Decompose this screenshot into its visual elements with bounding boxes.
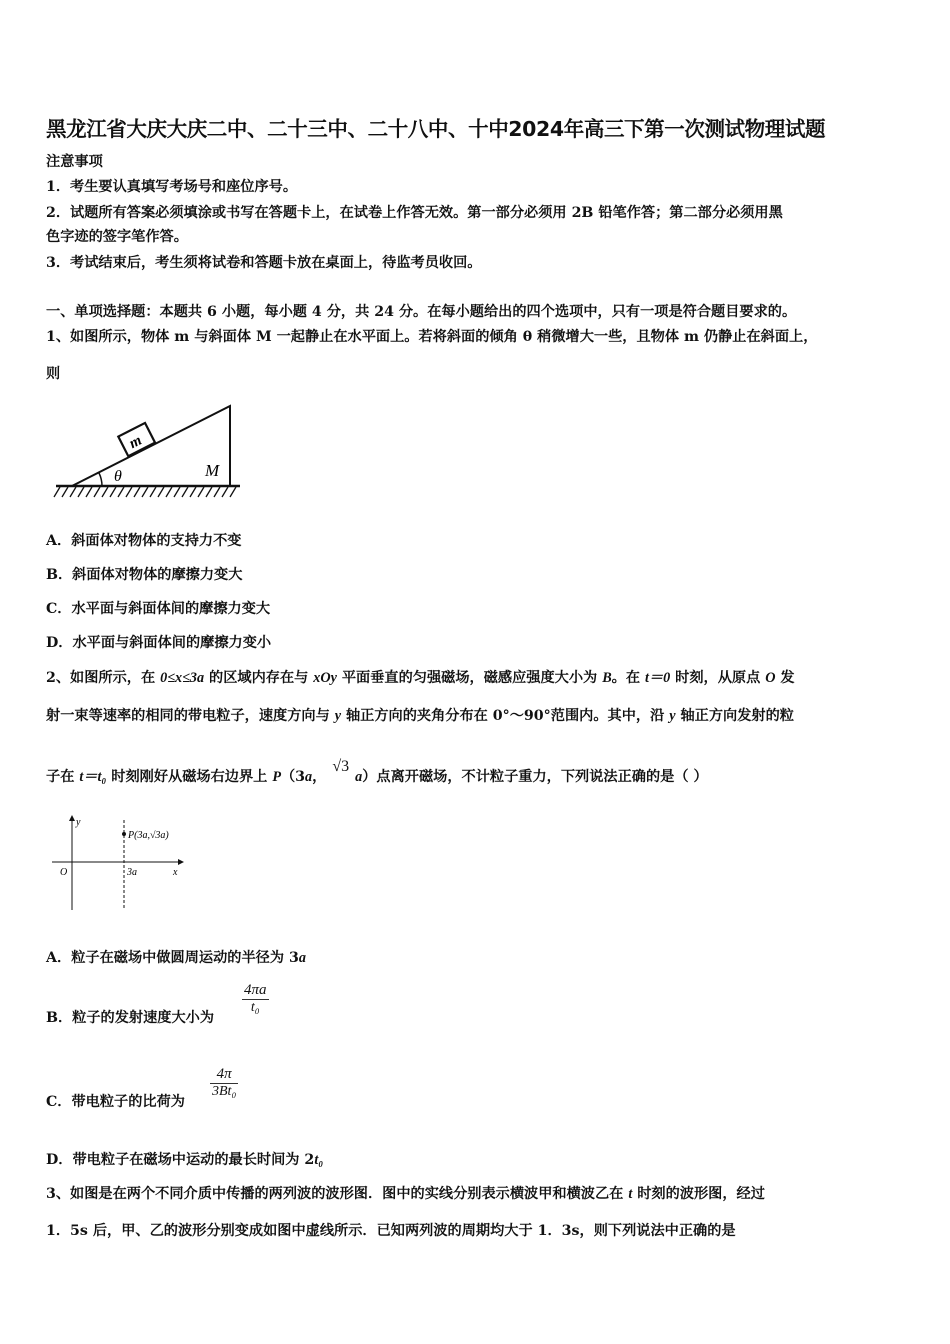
notice-item-3: 3．考试结束后，考生须将试卷和答题卡放在桌面上，待监考员收回。 [46, 255, 482, 271]
q2-option-c-numerator: 4π [216, 1066, 232, 1082]
block [118, 423, 155, 456]
q2-stem-line1: 2、如图所示，在 0≤x≤3a 的区域内存在与 xOy 平面垂直的匀强磁场，磁感应强度大小为 B。在 t＝0 时刻，从原点 O 发 [46, 670, 795, 686]
point-p [122, 832, 126, 836]
y-arrow [69, 815, 75, 821]
notice-item-2-cont: 色字迹的签字笔作答。 [46, 229, 188, 245]
angle-label: θ [114, 468, 122, 485]
notice-item-1: 1．考生要认真填写考场号和座位序号。 [46, 179, 298, 195]
q2-option-c-fraction [210, 1066, 238, 1100]
q2-stem-line2: 射一束等速率的相同的带电粒子，速度方向与 y 轴正方向的夹角分布在 0°～90°范围内。其中，沿 y 轴正方向发射的粒 [46, 708, 794, 724]
boundary-label: 3a [127, 867, 137, 878]
q2-option-d[interactable]: D．带电粒子在磁场中运动的最长时间为 2t₀ [46, 1152, 324, 1168]
q3-stem-line2: 1．5s 后，甲、乙的波形分别变成如图中虚线所示．已知两列波的周期均大于 1．3s，则下列说法中正确的是 [46, 1223, 736, 1239]
ground-hatching [54, 487, 236, 497]
q2-option-b[interactable]: B．粒子的发射速度大小为 [46, 1010, 215, 1026]
q2-option-c[interactable]: C．带电粒子的比荷为 [46, 1094, 185, 1110]
q1-option-a[interactable]: A．斜面体对物体的支持力不变 [46, 533, 242, 549]
q1-stem: 1、如图所示，物体 m 与斜面体 M 一起静止在水平面上。若将斜面的倾角 θ 稍微增大一些，且物体 m 仍静止在斜面上， [46, 329, 818, 345]
q2-option-c-denominator: 3Bt₀ [212, 1084, 237, 1099]
x-axis-label: x [173, 867, 178, 878]
sqrt3: √3 [332, 758, 350, 775]
y-axis-label: y [76, 817, 81, 828]
origin-label: O [60, 867, 68, 878]
section-heading: 一、单项选择题：本题共 6 小题，每小题 4 分，共 24 分。在每小题给出的四个选项中，只有一项是符合题目要求的。 [46, 304, 797, 320]
q2-option-b-numerator: 4πa [244, 982, 267, 998]
notice-item-2: 2．试题所有答案必须填涂或书写在答题卡上，在试卷上作答无效。第一部分必须用 2B 铅笔作答；第二部分必须用黑 [46, 205, 783, 221]
x-arrow [178, 859, 184, 865]
q1-option-d[interactable]: D．水平面与斜面体间的摩擦力变小 [46, 635, 272, 651]
q1-stem-cont: 则 [46, 366, 61, 382]
q2-option-a[interactable]: A．粒子在磁场中做圆周运动的半径为 3a [46, 950, 306, 966]
q3-stem-line1: 3、如图是在两个不同介质中传播的两列波的波形图．图中的实线分别表示横波甲和横波乙在 t 时刻的波形图，经过 [46, 1186, 765, 1202]
q1-incline-figure [50, 398, 250, 502]
exam-title: 黑龙江省大庆大庆二中、二十三中、二十八中、十中2024年高三下第一次测试物理试题 [46, 117, 826, 141]
wedge-label: M [205, 461, 220, 480]
q2-stem-line3: 子在 t＝t₀ 时刻刚好从磁场右边界上 P（3a，√3a）点离开磁场，不计粒子重力，下列说法正确的是（ ） [46, 758, 708, 785]
point-p-label: P(3a,√3a) [128, 830, 169, 841]
q1-option-c[interactable]: C．水平面与斜面体间的摩擦力变大 [46, 601, 271, 617]
notice-heading: 注意事项 [46, 154, 103, 170]
q1-option-b[interactable]: B．斜面体对物体的摩擦力变大 [46, 567, 243, 583]
angle-arc [99, 473, 102, 486]
q2-option-b-denominator: t₀ [250, 1000, 260, 1015]
block-label: m [126, 432, 145, 453]
q2-option-b-fraction [242, 982, 269, 1016]
q2-coordinate-figure [52, 812, 192, 912]
